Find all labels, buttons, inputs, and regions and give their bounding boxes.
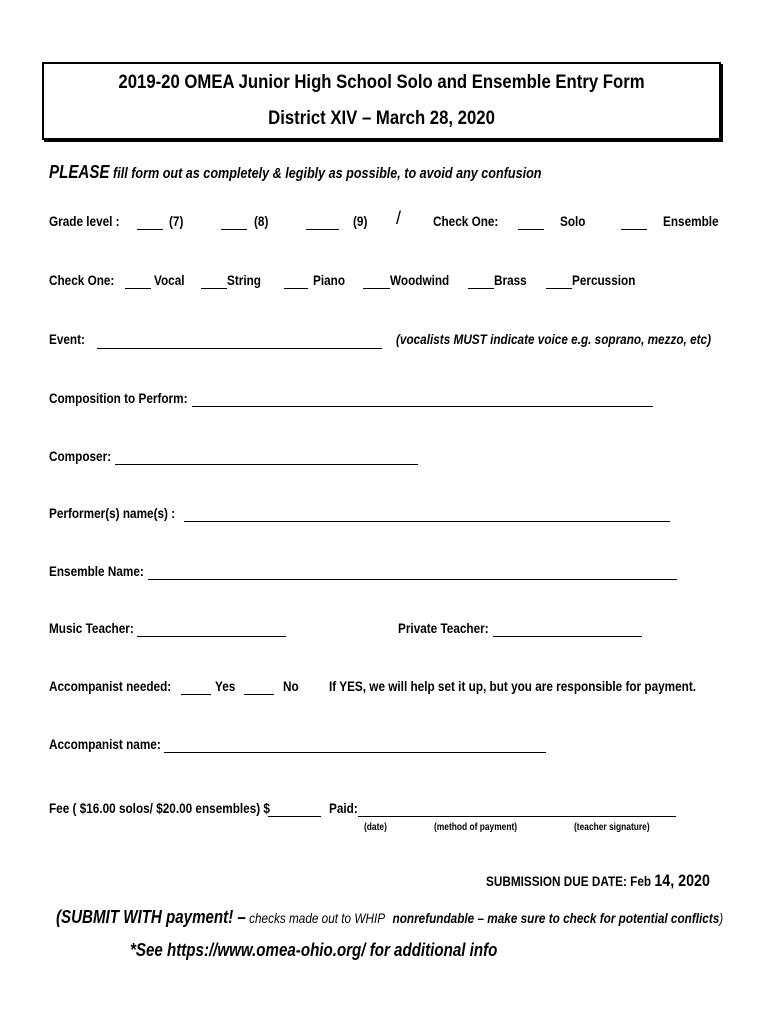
paid-date-caption: (date) xyxy=(364,822,387,833)
instructions xyxy=(49,162,541,183)
event-label: Event: xyxy=(49,331,85,347)
ensemble-name-field[interactable] xyxy=(148,579,677,580)
category-check-label: Check One: xyxy=(49,272,115,288)
vocal-option: Vocal xyxy=(154,272,185,288)
accompanist-note: If YES, we will help set it up, but you are responsible for payment. xyxy=(329,678,697,694)
composer-field[interactable] xyxy=(115,464,418,465)
percussion-option: Percussion xyxy=(572,272,636,288)
composition-field[interactable] xyxy=(192,406,653,407)
submission-day: 14, 2020 xyxy=(654,871,710,890)
brass-option: Brass xyxy=(494,272,527,288)
ensemble-blank[interactable] xyxy=(621,229,647,230)
instructions-text: fill form out as completely & legibly as possible, to avoid any confusion xyxy=(109,165,542,182)
grade-8-option: (8) xyxy=(254,213,269,229)
type-check-label: Check One: xyxy=(433,213,499,229)
ensemble-name-label: Ensemble Name: xyxy=(49,563,144,579)
accompanist-name-field[interactable] xyxy=(164,752,546,753)
paid-label: Paid: xyxy=(329,800,358,816)
accompanist-no-blank[interactable] xyxy=(244,694,274,695)
private-teacher-field[interactable] xyxy=(493,636,642,637)
paid-field[interactable] xyxy=(358,816,676,817)
accompanist-no-option: No xyxy=(283,678,299,694)
grade-9-blank[interactable] xyxy=(306,229,339,230)
paid-method-caption: (method of payment) xyxy=(434,822,518,833)
checks-payable: checks made out to WHIP xyxy=(245,910,386,926)
event-field[interactable] xyxy=(97,348,382,349)
instructions-please: PLEASE xyxy=(49,162,110,182)
slash-mark: / xyxy=(396,208,402,228)
accompanist-needed-label: Accompanist needed: xyxy=(49,678,172,694)
submission-month: Feb xyxy=(630,873,652,889)
accompanist-yes-option: Yes xyxy=(215,678,236,694)
grade-9-option: (9) xyxy=(353,213,368,229)
form-subtitle: District XIV – March 28, 2020 xyxy=(268,108,495,129)
woodwind-blank[interactable] xyxy=(363,288,390,289)
see-website-note: *See https://www.omea-ohio.org/ for additional info xyxy=(130,940,498,960)
private-teacher-label: Private Teacher: xyxy=(398,620,489,636)
grade-level-label: Grade level : xyxy=(49,213,120,229)
performers-label: Performer(s) name(s) : xyxy=(49,505,176,521)
vocal-blank[interactable] xyxy=(125,288,151,289)
event-note: (vocalists MUST indicate voice e.g. soprano, mezzo, etc) xyxy=(396,331,711,347)
ensemble-option: Ensemble xyxy=(663,213,719,229)
solo-blank[interactable] xyxy=(518,229,544,230)
composer-label: Composer: xyxy=(49,448,112,464)
brass-blank[interactable] xyxy=(468,288,494,289)
music-teacher-field[interactable] xyxy=(137,636,286,637)
paid-signature-caption: (teacher signature) xyxy=(574,822,650,833)
submission-label: SUBMISSION DUE DATE: xyxy=(486,873,627,889)
string-blank[interactable] xyxy=(201,288,227,289)
percussion-blank[interactable] xyxy=(546,288,572,289)
performers-field[interactable] xyxy=(184,521,670,522)
accompanist-yes-blank[interactable] xyxy=(181,694,211,695)
solo-option: Solo xyxy=(560,213,586,229)
form-title-box xyxy=(42,62,721,140)
accompanist-name-label: Accompanist name: xyxy=(49,736,161,752)
woodwind-option: Woodwind xyxy=(390,272,450,288)
fee-amount-field[interactable] xyxy=(268,816,321,817)
close-paren: ) xyxy=(719,910,724,926)
piano-blank[interactable] xyxy=(284,288,308,289)
grade-7-option: (7) xyxy=(169,213,184,229)
piano-option: Piano xyxy=(313,272,346,288)
grade-7-blank[interactable] xyxy=(137,229,163,230)
nonrefundable-note: nonrefundable – make sure to check for potential conflicts xyxy=(392,910,720,926)
submit-with-payment: (SUBMIT WITH payment! – xyxy=(56,907,246,927)
grade-8-blank[interactable] xyxy=(221,229,247,230)
fee-label: Fee ( $16.00 solos/ $20.00 ensembles) $ xyxy=(49,800,270,816)
form-title: 2019-20 OMEA Junior High School Solo and Ensemble Entry Form xyxy=(118,72,645,93)
submit-notice xyxy=(56,907,723,928)
composition-label: Composition to Perform: xyxy=(49,390,188,406)
submission-due-date xyxy=(486,871,710,891)
music-teacher-label: Music Teacher: xyxy=(49,620,134,636)
string-option: String xyxy=(227,272,261,288)
